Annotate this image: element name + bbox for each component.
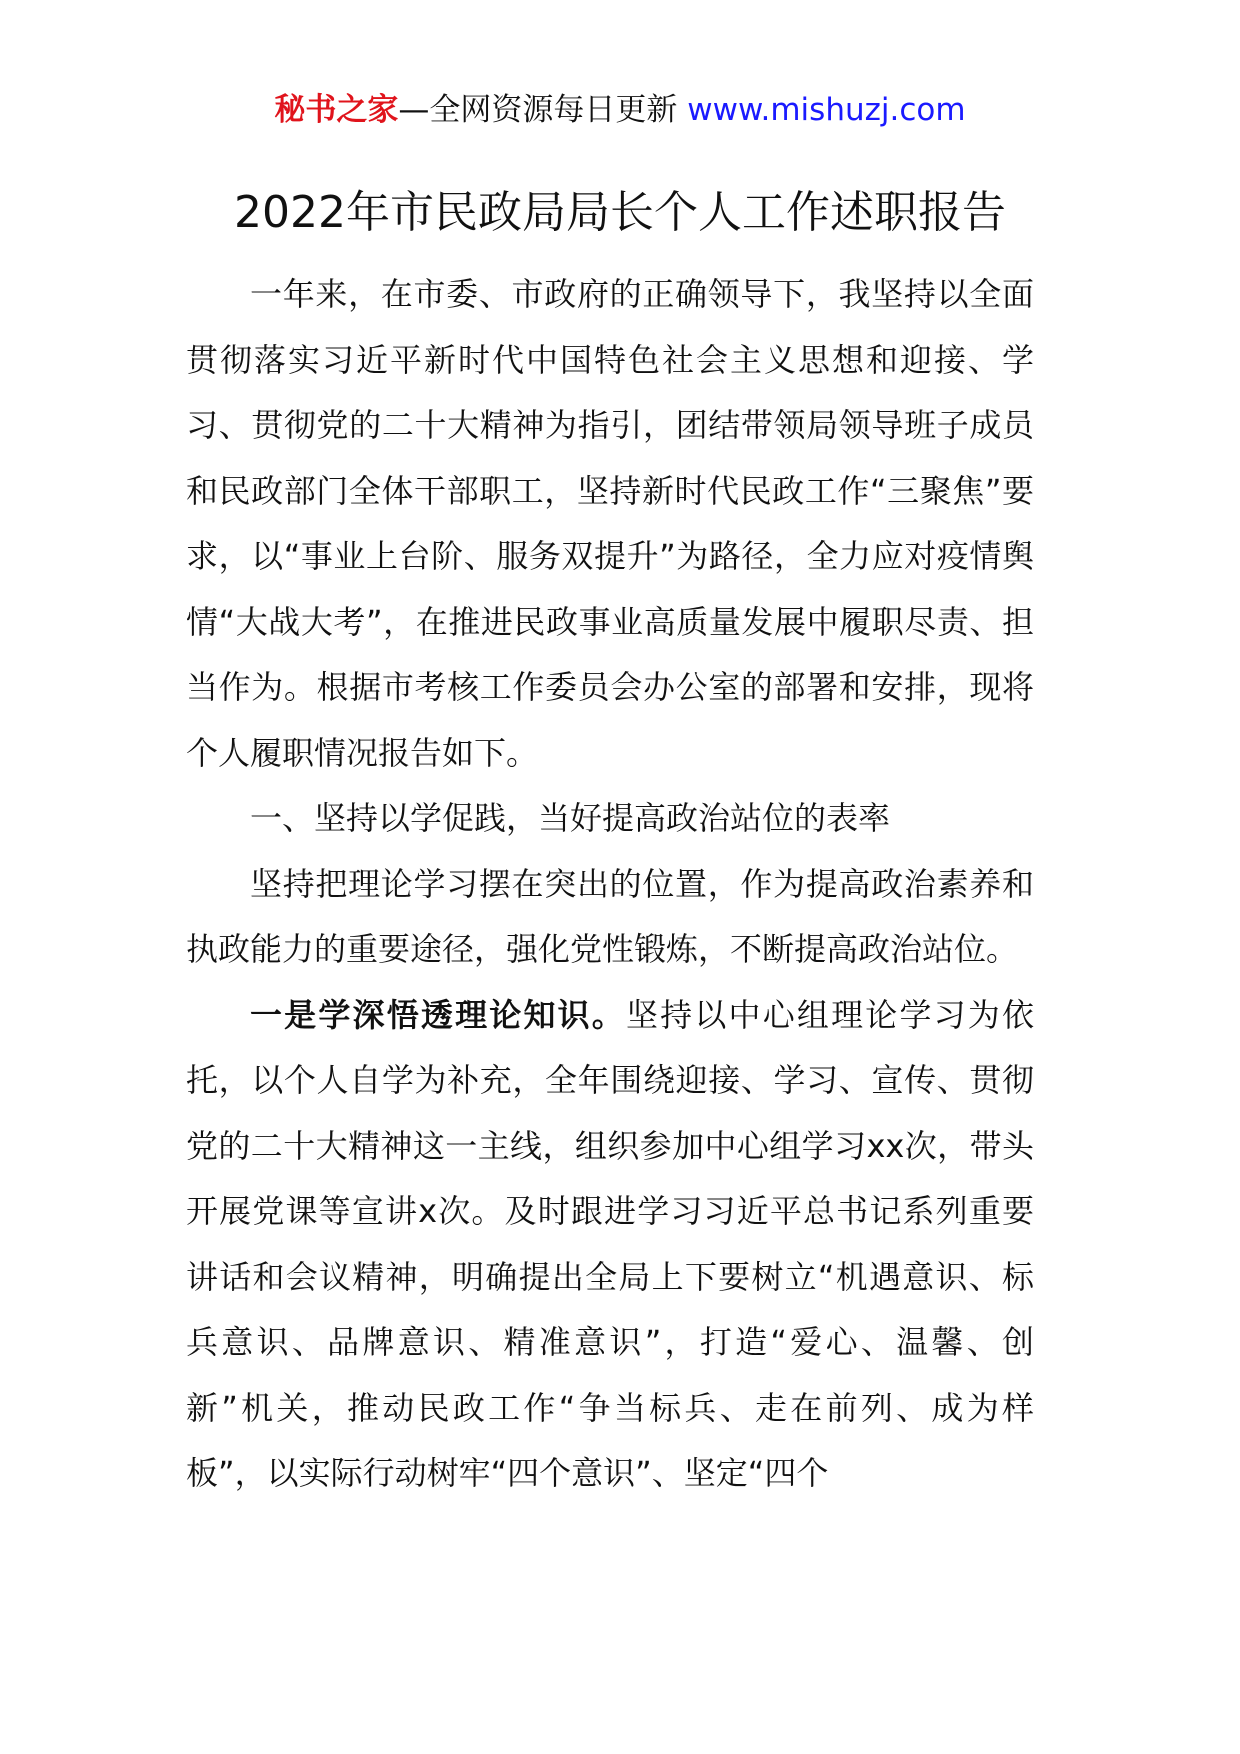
header-url-link[interactable]: www.mishuzj.com bbox=[687, 92, 966, 128]
point-1-lead: 一是学深悟透理论知识。 bbox=[250, 995, 626, 1034]
header-brand: 秘书之家 bbox=[274, 92, 399, 128]
document-body bbox=[186, 262, 1034, 1507]
section-heading-1: 一、坚持以学促践，当好提高政治站位的表率 bbox=[250, 799, 891, 837]
point-1-text: 坚持以中心组理论学习为依托，以个人自学为补充，全年围绕迎接、学习、宣传、贯彻党的二十大精神这一主线，组织参加中心组学习xx次，带头开展党课等宣讲x次。及时跟进学习习近平总书记系列重要讲话和会议精神，明确提出全局上下要树立“机遇意识、标兵意识、品牌意识、精准意识”，打造“爱心、温馨、创新”机关，推动民政工作“争当标兵、走在前列、成为样板”，以实际行动树牢“四个意识”、坚定“四个 bbox=[186, 995, 1034, 1492]
document-title: 2022年市民政局局长个人工作述职报告 bbox=[234, 187, 1006, 238]
paragraph-point-1 bbox=[186, 983, 1034, 1507]
paragraph-section-1-intro: 坚持把理论学习摆在突出的位置，作为提高政治素养和执政能力的重要途径，强化党性锻炼，不断提高政治站位。 bbox=[186, 864, 1034, 968]
page-header bbox=[0, 88, 1240, 132]
header-slogan: —全网资源每日更新 bbox=[398, 92, 688, 128]
paragraph-intro: 一年来，在市委、市政府的正确领导下，我坚持以全面贯彻落实习近平新时代中国特色社会主义思想和迎接、学习、贯彻党的二十大精神为指引，团结带领局领导班子成员和民政部门全体干部职工，坚持新时代民政工作“三聚焦”要求，以“事业上台阶、服务双提升”为路径，全力应对疫情舆情“大战大考”，在推进民政事业高质量发展中履职尽责、担当作为。根据市考核工作委员会办公室的部署和安排，现将个人履职情况报告如下。 bbox=[186, 275, 1034, 772]
